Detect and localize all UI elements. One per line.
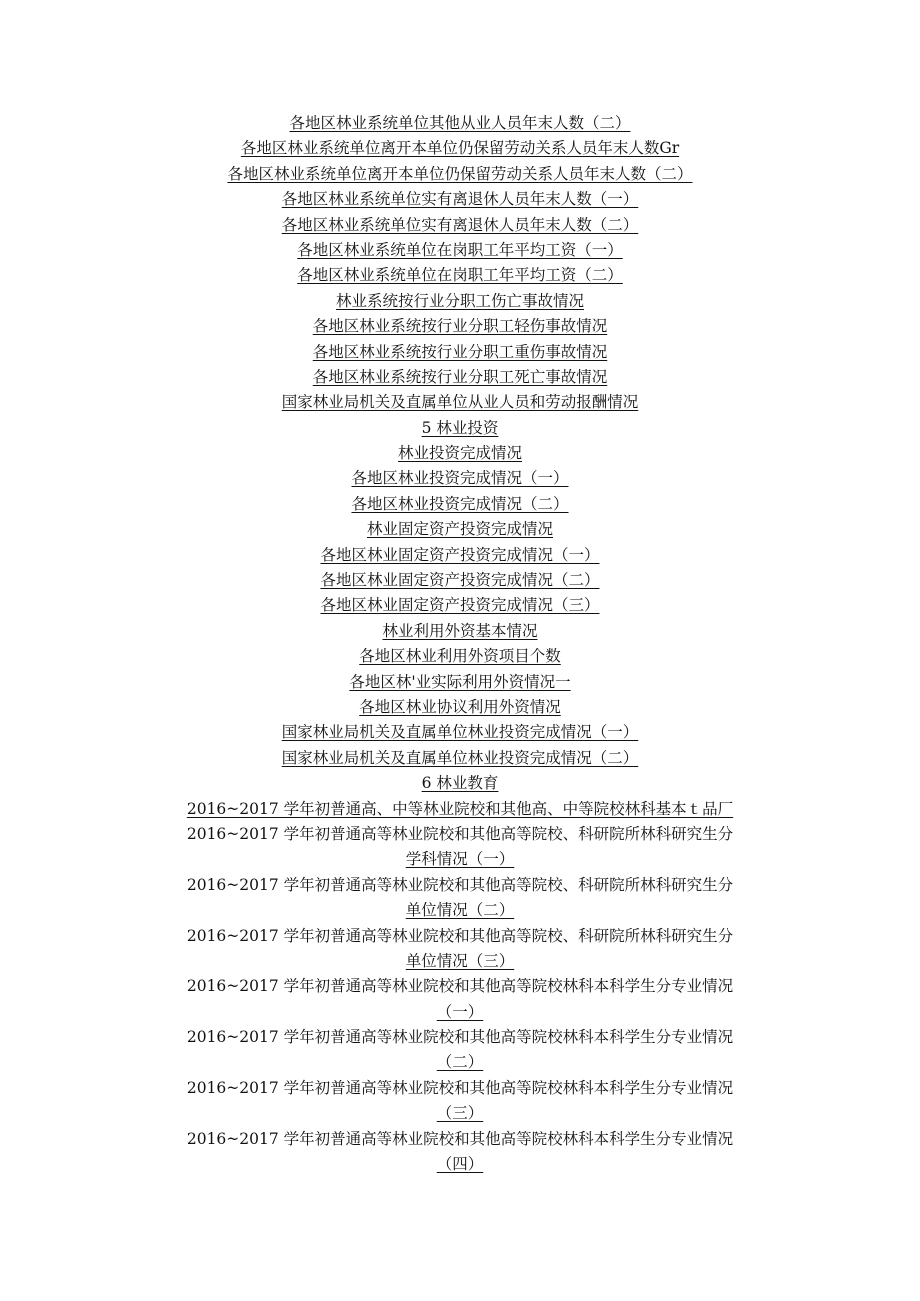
toc-entry[interactable]: 各地区林业系统单位在岗职工年平均工资（二） bbox=[297, 266, 623, 285]
toc-entry-line: 2016~2017 学年初普通高等林业院校和其他高等院校林科本科学生分专业情况 bbox=[186, 1028, 734, 1047]
toc-entry-wrapped[interactable] bbox=[0, 974, 920, 1025]
toc-entry-line: （一） bbox=[436, 1002, 484, 1021]
toc-entry-line: 2016~2017 学年初普通高等林业院校和其他高等院校、科研院所林科研究生分 bbox=[186, 875, 734, 894]
toc-entry-line: 2016~2017 学年初普通高等林业院校和其他高等院校、科研院所林科研究生分 bbox=[186, 824, 734, 843]
toc-entry-wrapped[interactable] bbox=[0, 1076, 920, 1127]
toc-entry[interactable]: 各地区林业系统按行业分职工死亡事故情况 bbox=[312, 367, 608, 386]
toc-entry-line: 单位情况（二） bbox=[405, 901, 515, 920]
toc-entry[interactable]: 各地区林业协议利用外资情况 bbox=[359, 697, 561, 716]
toc-entry[interactable]: 各地区林业系统按行业分职工重伤事故情况 bbox=[312, 342, 608, 361]
toc-entry[interactable]: 各地区林业投资完成情况（二） bbox=[351, 494, 569, 513]
toc-entry[interactable]: 各地区林业利用外资项目个数 bbox=[359, 647, 561, 666]
toc-section-heading[interactable]: 6 林业教育 bbox=[421, 774, 499, 793]
toc-entry[interactable]: 各地区林业固定资产投资完成情况（二） bbox=[320, 571, 600, 590]
toc-entry[interactable]: 林业系统按行业分职工伤亡事故情况 bbox=[335, 291, 584, 310]
toc-entry-wrapped[interactable] bbox=[0, 822, 920, 873]
toc-entry[interactable]: 林业投资完成情况 bbox=[397, 444, 522, 463]
toc-entry[interactable]: 各地区林业系统单位其他从业人员年末人数（二） bbox=[289, 114, 631, 132]
toc-entry-line: （三） bbox=[436, 1104, 484, 1123]
toc-section-heading[interactable]: 5 林业投资 bbox=[421, 418, 499, 437]
toc-entry-line: 2016~2017 学年初普通高等林业院校和其他高等院校林科本科学生分专业情况 bbox=[186, 1129, 734, 1148]
toc-entry[interactable]: 各地区林业系统单位离开本单位仍保留劳动关系人员年末人数（二） bbox=[227, 164, 693, 183]
toc-entry[interactable]: 林业利用外资基本情况 bbox=[382, 621, 538, 640]
toc-entry-wrapped[interactable] bbox=[0, 1127, 920, 1178]
toc-entry-line: 2016~2017 学年初普通高等林业院校和其他高等院校、科研院所林科研究生分 bbox=[186, 926, 734, 945]
toc-entry-wrapped[interactable] bbox=[0, 924, 920, 975]
toc-entry[interactable]: 国家林业局机关及直属单位林业投资完成情况（二） bbox=[281, 748, 639, 767]
toc-entry[interactable]: 2016~2017 学年初普通高、中等林业院校和其他高、中等院校林科基本ｔ品厂 bbox=[186, 799, 734, 818]
toc-entry-line: （二） bbox=[436, 1053, 484, 1072]
toc-entry[interactable]: 各地区林业固定资产投资完成情况（三） bbox=[320, 596, 600, 615]
toc-entry[interactable]: 国家林业局机关及直属单位林业投资完成情况（一） bbox=[281, 723, 639, 742]
toc-entry[interactable]: 各地区林业系统按行业分职工轻伤事故情况 bbox=[312, 317, 608, 336]
toc-entry[interactable]: 各地区林业系统单位实有离退休人员年末人数（一） bbox=[281, 190, 639, 209]
toc-entry[interactable]: 林业固定资产投资完成情况 bbox=[366, 520, 553, 539]
toc-entry-wrapped[interactable] bbox=[0, 1025, 920, 1076]
toc-entry[interactable]: 各地区林业系统单位实有离退休人员年末人数（二） bbox=[281, 215, 639, 234]
toc-entry[interactable]: 各地区林'业实际利用外资情况一 bbox=[349, 672, 571, 691]
toc-entry[interactable]: 各地区林业固定资产投资完成情况（一） bbox=[320, 545, 600, 564]
toc-entry[interactable]: 各地区林业系统单位离开本单位仍保留劳动关系人员年末人数Gr bbox=[240, 139, 680, 158]
toc-entry-line: 学科情况（一） bbox=[405, 850, 515, 869]
toc-entry-wrapped[interactable] bbox=[0, 873, 920, 924]
toc-entry[interactable]: 国家林业局机关及直属单位从业人员和劳动报酬情况 bbox=[281, 393, 639, 412]
toc-entry-line: 2016~2017 学年初普通高等林业院校和其他高等院校林科本科学生分专业情况 bbox=[186, 977, 734, 996]
toc-entry[interactable]: 各地区林业投资完成情况（一） bbox=[351, 469, 569, 488]
table-of-contents bbox=[0, 111, 920, 1177]
toc-entry-line: 2016~2017 学年初普通高等林业院校和其他高等院校林科本科学生分专业情况 bbox=[186, 1078, 734, 1097]
toc-entry[interactable]: 各地区林业系统单位在岗职工年平均工资（一） bbox=[297, 240, 623, 259]
toc-entry-line: 单位情况（三） bbox=[405, 951, 515, 970]
toc-entry-line: （四） bbox=[436, 1155, 484, 1174]
